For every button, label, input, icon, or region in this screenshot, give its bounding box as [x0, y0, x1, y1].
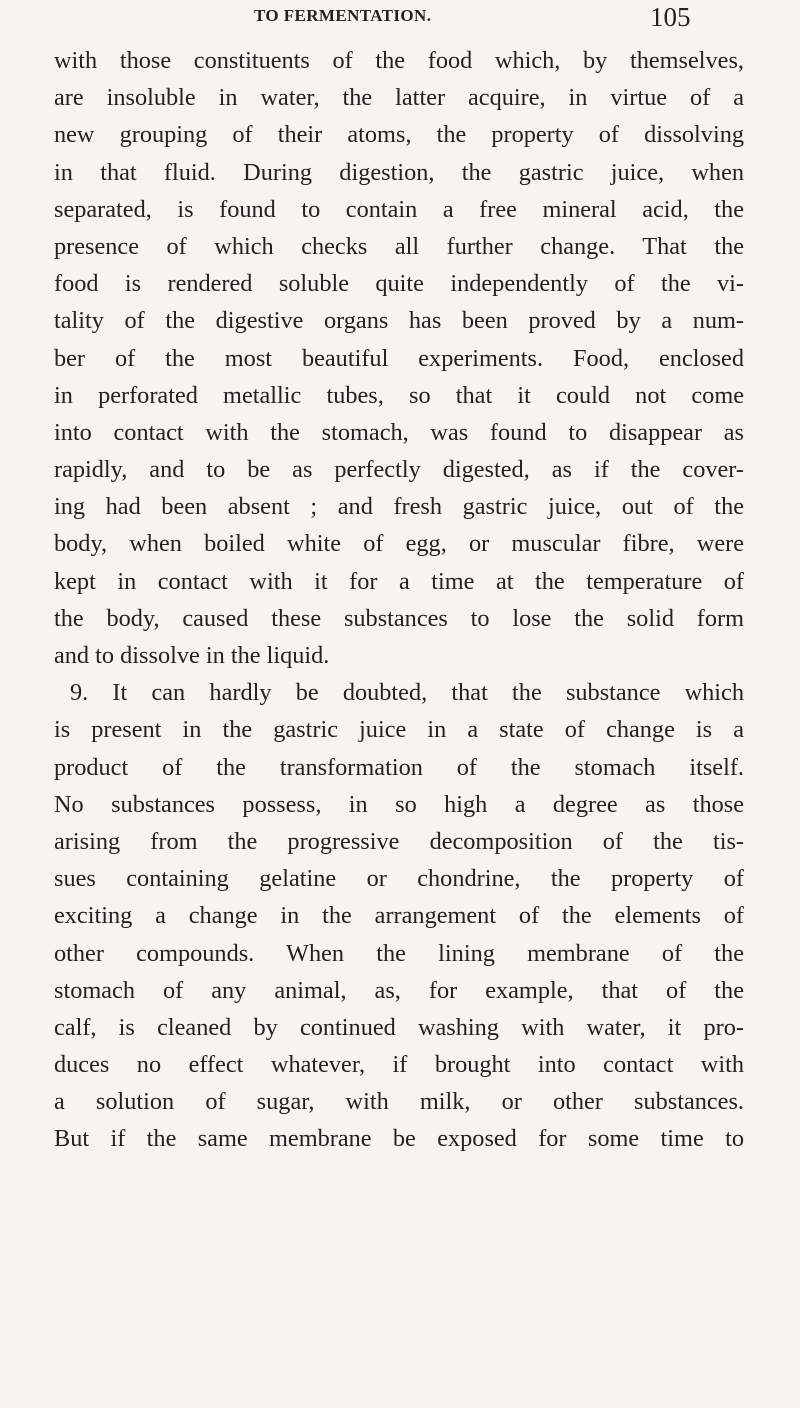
running-title: TO FERMENTATION. [254, 6, 432, 25]
text-line: the body, caused these substances to lose the solid form [54, 604, 744, 632]
text-line: new grouping of their atoms, the property of dissolving [54, 121, 744, 149]
text-line: ing had been absent ; and fresh gastric juice, out of the [54, 493, 744, 521]
text-line: No substances possess, in so high a degree as those [54, 790, 744, 818]
text-line: food is rendered soluble quite independently of the vi- [54, 270, 744, 298]
page-number: 105 [650, 2, 691, 32]
body-text [54, 42, 744, 1158]
text-line: rapidly, and to be as perfectly digested, as if the cover- [54, 456, 744, 484]
text-line: stomach of any animal, as, for example, that of the [54, 976, 744, 1004]
text-line: ber of the most beautiful experiments. Food, enclosed [54, 344, 744, 372]
text-line: separated, is found to contain a free mineral acid, the [54, 195, 744, 223]
text-line: into contact with the stomach, was found to disappear as [54, 418, 744, 446]
text-line: But if the same membrane be exposed for some time to [54, 1125, 744, 1153]
text-line: are insoluble in water, the latter acquire, in virtue of a [54, 84, 744, 112]
text-line: product of the transformation of the stomach itself. [54, 753, 744, 781]
text-line: with those constituents of the food which, by themselves, [54, 47, 744, 74]
text-line: other compounds. When the lining membrane of the [54, 939, 744, 967]
running-head [0, 2, 800, 32]
text-line: in perforated metallic tubes, so that it could not come [54, 381, 744, 409]
text-line: is present in the gastric juice in a state of change is a [54, 716, 744, 744]
text-line: kept in contact with it for a time at the temperature of [54, 567, 744, 595]
text-line: exciting a change in the arrangement of the elements of [54, 902, 744, 930]
text-line: tality of the digestive organs has been proved by a num- [54, 307, 744, 335]
text-line-paragraph-end: and to dissolve in the liquid. [54, 642, 330, 669]
text-line: calf, is cleaned by continued washing with water, it pro- [54, 1013, 744, 1041]
text-line: a solution of sugar, with milk, or other substances. [54, 1088, 744, 1116]
text-line: arising from the progressive decomposition of the tis- [54, 827, 744, 855]
text-line: presence of which checks all further change. That the [54, 232, 744, 260]
text-line: body, when boiled white of egg, or muscular fibre, were [54, 530, 744, 558]
text-line: in that fluid. During digestion, the gastric juice, when [54, 158, 744, 186]
text-line: duces no effect whatever, if brought into contact with [54, 1051, 744, 1079]
text-line-paragraph-start: 9. It can hardly be doubted, that the substance which [70, 679, 744, 707]
text-line: sues containing gelatine or chondrine, the property of [54, 865, 744, 893]
